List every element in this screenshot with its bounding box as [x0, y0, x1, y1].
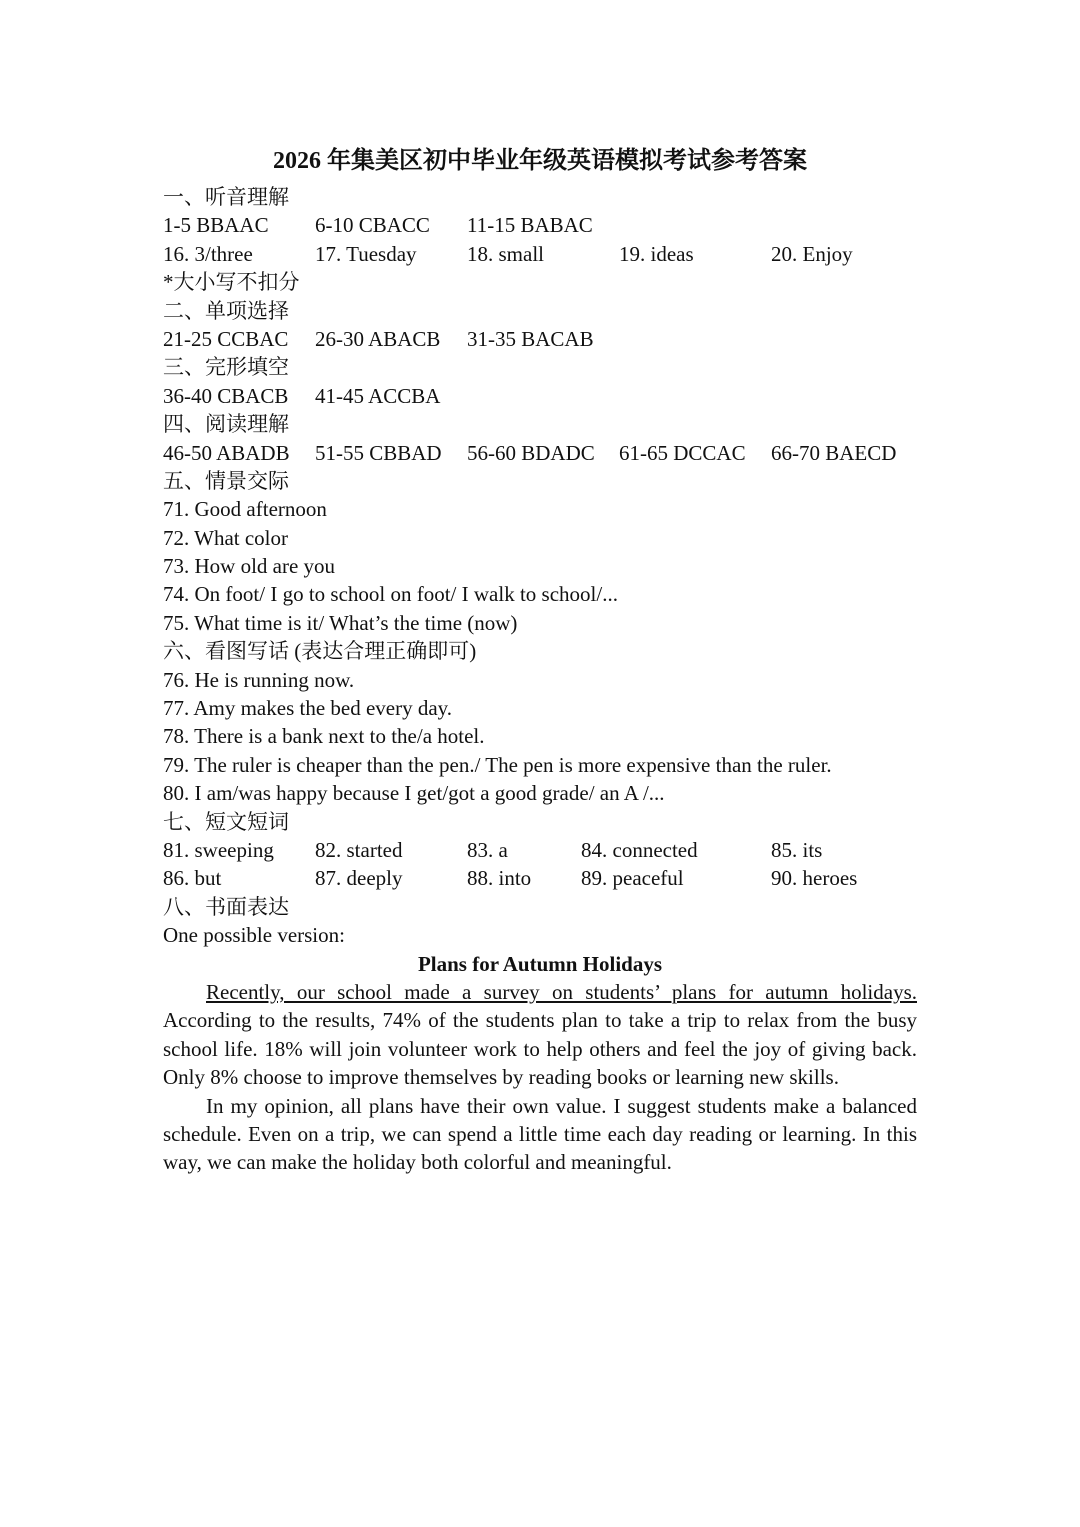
dialogue-answer: 75. What time is it/ What’s the time (now) — [163, 610, 518, 635]
section-heading-listening: 一、听音理解 — [163, 185, 289, 209]
essay-paragraph-1-body: According to the results, 74% of the students plan to take a trip to relax from the busy school life. 18% will join volunteer work to help others and feel the joy of giving back. Only 8% choose to improve themselves by reading books or learning new skills. — [163, 1008, 917, 1090]
word-fill-row-2 — [163, 864, 917, 892]
answer-key-page — [163, 143, 917, 1177]
answer-item: 11-15 BABAC — [467, 213, 593, 238]
listening-note: *大小写不扣分 — [163, 270, 300, 295]
picture-writing-answer: 79. The ruler is cheaper than the pen./ The pen is more expensive than the ruler. — [163, 752, 832, 777]
listening-row-1 — [163, 211, 917, 239]
answer-item: 87. deeply — [315, 866, 403, 891]
answer-item: 31-35 BACAB — [467, 326, 594, 351]
answer-item: 83. a — [467, 837, 508, 862]
section-heading-reading: 四、阅读理解 — [163, 412, 289, 437]
section-heading-single-choice: 二、单项选择 — [163, 298, 289, 323]
section-heading-dialogue: 五、情景交际 — [163, 468, 289, 493]
essay-paragraph-1 — [163, 978, 917, 1092]
answer-item: 84. connected — [581, 837, 698, 862]
picture-writing-answer: 76. He is running now. — [163, 667, 355, 692]
page-title: 2026 年集美区初中毕业年级英语模拟考试参考答案 — [273, 148, 807, 174]
answer-item: 66-70 BAECD — [771, 440, 897, 465]
dialogue-answer: 73. How old are you — [163, 554, 336, 579]
answer-item: 46-50 ABADB — [163, 440, 290, 465]
answer-item: 41-45 ACCBA — [315, 383, 441, 408]
section-heading-picture-writing: 六、看图写话 (表达合理正确即可) — [163, 639, 477, 664]
dialogue-answer: 72. What color — [163, 525, 288, 550]
section-heading-word-fill: 七、短文短词 — [163, 809, 289, 834]
answer-item: 90. heroes — [771, 866, 858, 891]
answer-item: 89. peaceful — [581, 866, 684, 891]
dialogue-answer: 71. Good afternoon — [163, 497, 327, 522]
cloze-row — [163, 382, 917, 410]
answer-item: 51-55 CBBAD — [315, 440, 442, 465]
reading-row — [163, 439, 917, 467]
answer-item: 1-5 BBAAC — [163, 213, 269, 238]
answer-item: 82. started — [315, 837, 403, 862]
word-fill-row-1 — [163, 836, 917, 864]
answer-item: 86. but — [163, 866, 222, 891]
answer-item: 19. ideas — [619, 241, 694, 266]
answer-item: 21-25 CCBAC — [163, 326, 289, 351]
answer-item: 18. small — [467, 241, 544, 266]
essay-title: Plans for Autumn Holidays — [417, 951, 663, 976]
writing-intro: One possible version: — [163, 923, 345, 948]
picture-writing-answer: 80. I am/was happy because I get/got a good grade/ an A /... — [163, 781, 665, 806]
answer-item: 20. Enjoy — [771, 241, 853, 266]
answer-item: 36-40 CBACB — [163, 383, 289, 408]
answer-item: 6-10 CBACC — [315, 213, 430, 238]
dialogue-answer: 74. On foot/ I go to school on foot/ I walk to school/... — [163, 582, 618, 607]
answer-item: 26-30 ABACB — [315, 326, 441, 351]
section-heading-writing: 八、书面表达 — [163, 894, 289, 919]
section-heading-cloze: 三、完形填空 — [163, 355, 289, 380]
essay-topic-sentence: Recently, our school made a survey on students’ plans for autumn holidays. — [206, 979, 917, 1004]
answer-item: 61-65 DCCAC — [619, 440, 746, 465]
answer-item: 85. its — [771, 837, 823, 862]
answer-item: 88. into — [467, 866, 532, 891]
single-choice-row — [163, 325, 917, 353]
picture-writing-answer: 78. There is a bank next to the/a hotel. — [163, 724, 485, 749]
answer-item: 16. 3/three — [163, 241, 253, 266]
listening-row-2 — [163, 240, 917, 268]
answer-item: 56-60 BDADC — [467, 440, 595, 465]
picture-writing-answer: 77. Amy makes the bed every day. — [163, 696, 453, 721]
essay-paragraph-2: In my opinion, all plans have their own value. I suggest students make a balanced schedule. Even on a trip, we can spend a little time each day reading or learning. In this way, we can make the holiday both colorful and meaningful. — [163, 1093, 917, 1175]
answer-item: 81. sweeping — [163, 837, 274, 862]
answer-item: 17. Tuesday — [315, 241, 417, 266]
